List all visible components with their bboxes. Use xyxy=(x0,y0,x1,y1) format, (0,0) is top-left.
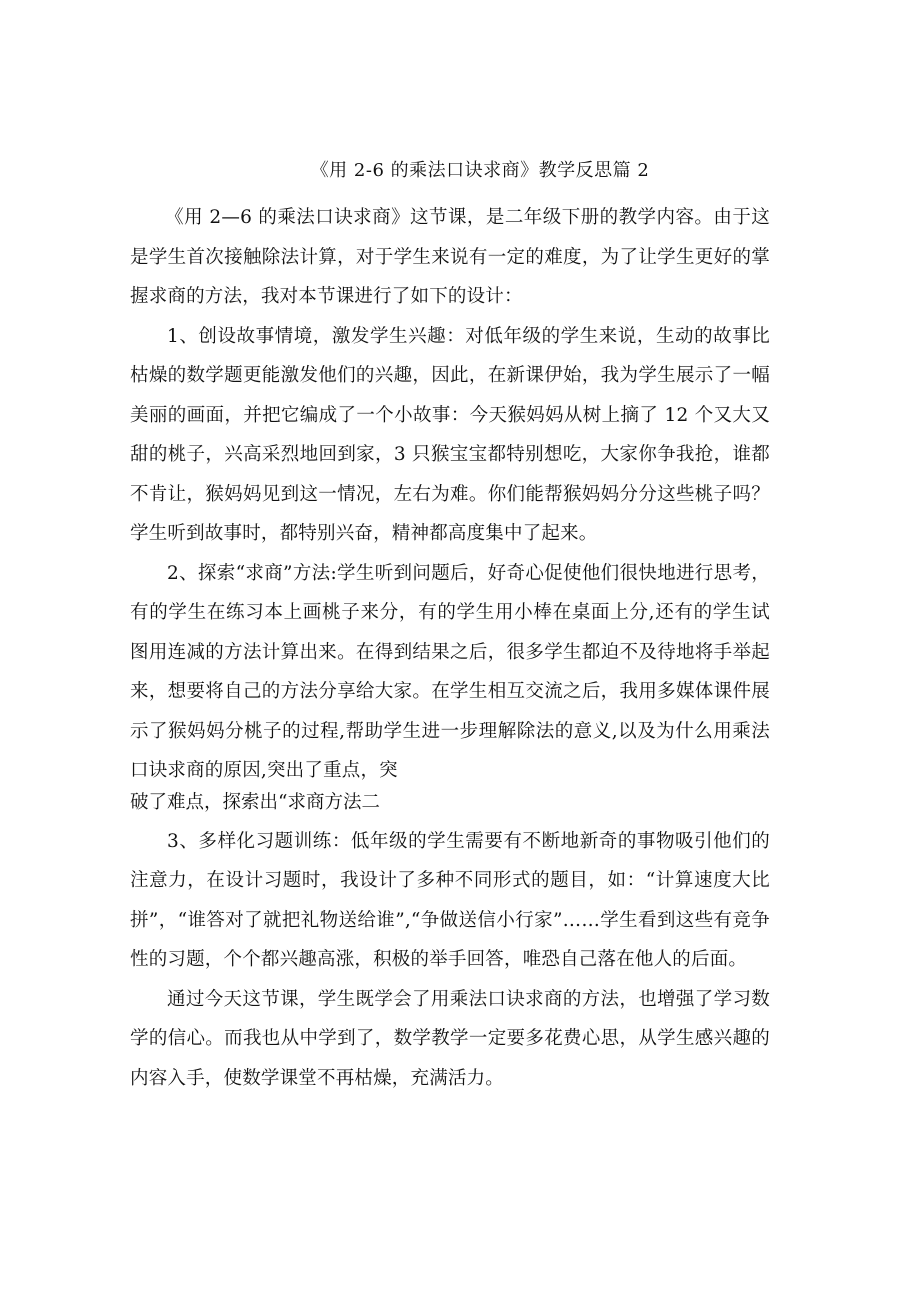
document-title: 《用 2-6 的乘法口诀求商》教学反思篇 2 xyxy=(310,160,650,181)
paragraph-intro: 《用 2—6 的乘法口诀求商》这节课，是二年级下册的教学内容。由于这是学生首次接触除法计算，对于学生来说有一定的难度，为了让学生更好的掌握求商的方法，我对本节课进行了如下的设计： xyxy=(130,207,770,307)
paragraph-exercises: 3、多样化习题训练：低年级的学生需要有不断地新奇的事物吸引他们的注意力，在设计习题时，我设计了多种不同形式的题目，如：“计算速度大比拼”，“谁答对了就把礼物送给谁”,“争做送信小行家”……学生看到这些有竞争性的习题，个个都兴趣高涨，积极的举手回答，唯恐自己落在他人的后面。 xyxy=(130,830,770,970)
paragraph-conclusion: 通过今天这节课，学生既学会了用乘法口诀求商的方法，也增强了学习数学的信心。而我也从中学到了，数学教学一定要多花费心思，从学生感兴趣的内容入手，使数学课堂不再枯燥，充满活力。 xyxy=(130,988,770,1089)
paragraph-story-scene: 1、创设故事情境，激发学生兴趣：对低年级的学生来说，生动的故事比枯燥的数学题更能激发他们的兴趣，因此，在新课伊始，我为学生展示了一幅美丽的画面，并把它编成了一个小故事：今天猴妈妈从树上摘了 12 个又大又甜的桃子，兴高采烈地回到家，3 只猴宝宝都特别想吃，大家你争我抢，谁都不肯让，猴妈妈见到这一情况，左右为难。你们能帮猴妈妈分分这些桃子吗？学生听到故事时，都特别兴奋，精神都高度集中了起来。 xyxy=(130,325,770,544)
paragraph-continuation-line: 破了难点，探索出“求商方法二 xyxy=(130,791,380,813)
document-body xyxy=(130,198,770,1098)
paragraph-explore-method: 2、探索“求商”方法:学生听到问题后，好奇心促使他们很快地进行思考，有的学生在练习本上画桃子来分，有的学生用小棒在桌面上分,还有的学生试图用连减的方法计算出来。在得到结果之后，很多学生都迫不及待地将手举起来，想要将自己的方法分享给大家。在学生相互交流之后，我用多媒体课件展示了猴妈妈分桃子的过程,帮助学生进一步理解除法的意义,以及为什么用乘法口诀求商的原因,突出了重点，突 xyxy=(130,562,770,781)
